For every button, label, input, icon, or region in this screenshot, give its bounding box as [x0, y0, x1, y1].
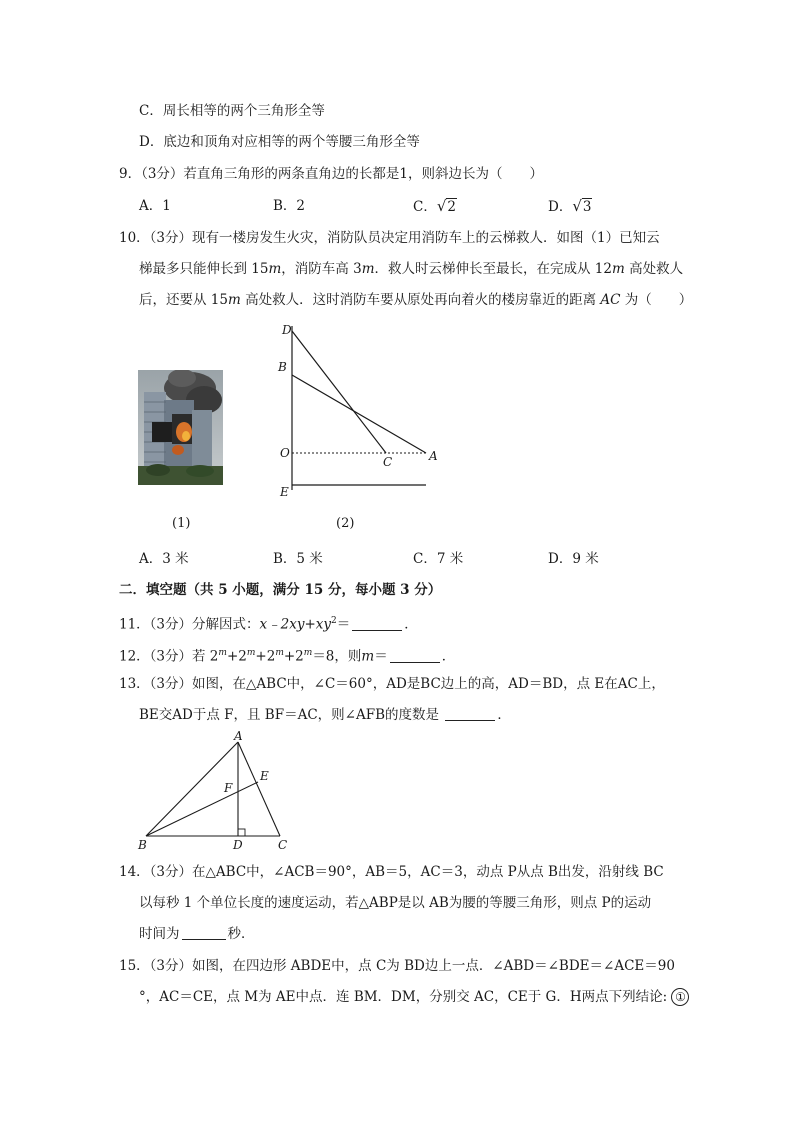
q13-line2	[139, 705, 511, 725]
q8-option-d: D．底边和顶角对应相等的两个等腰三角形全等	[139, 134, 420, 150]
q13-end: ．	[497, 707, 511, 723]
unit-m: m	[227, 292, 241, 308]
sqrt-symbol: √	[572, 197, 582, 215]
q11-answer-blank[interactable]	[352, 616, 402, 631]
q9-radicand-c: 2	[447, 199, 456, 215]
q11-text: 11．（3分）分解因式：	[119, 616, 260, 633]
q11-end: ．	[404, 616, 418, 633]
label-f: F	[224, 781, 233, 795]
q10-text: ．救人时云梯伸长至最长，在完成从 12	[374, 261, 612, 277]
label-a: A	[429, 449, 438, 463]
q12-equals: ＝	[374, 648, 388, 665]
q14-text: 时间为	[139, 926, 180, 942]
q15-line1: 15．（3分）如图，在四边形 ABDE中，点 C为 BD边上一点．∠ABD＝∠BDE＝∠ACE＝90	[119, 958, 675, 974]
q14-answer-blank[interactable]	[182, 925, 226, 940]
q12-exponent: m	[218, 648, 227, 658]
label-e: E	[280, 485, 289, 498]
label-d: D	[233, 838, 243, 852]
q12-answer-blank[interactable]	[390, 648, 440, 663]
q12-exponent: m	[275, 648, 284, 658]
unit-m: m	[611, 261, 625, 277]
label-d: D	[282, 323, 292, 337]
q13-line1: 13．（3分）如图，在△ABC中，∠C＝60°，AD是BC边上的高，AD＝BD，点 E在AC上，	[119, 676, 665, 692]
q13-answer-blank[interactable]	[445, 706, 495, 721]
label-b: B	[278, 360, 287, 374]
q12-plus: +2	[283, 648, 304, 665]
q10-ladder-diagram	[270, 318, 450, 498]
ladder-dc	[292, 331, 386, 453]
q14-line1: 14．（3分）在△ABC中，∠ACB＝90°，AB＝5，AC＝3，动点 P从点 B出发，沿射线 BC	[119, 864, 664, 880]
label-b: B	[138, 838, 147, 852]
q9-radicand-d: 3	[582, 199, 592, 215]
q10-text: 为（ ）	[620, 292, 693, 308]
q13-text: BE交AD于点 F，且 BF＝AC，则∠AFB的度数是	[139, 707, 444, 723]
caption-figure-2: (2)	[336, 516, 355, 531]
q10-text: 高处救人	[624, 261, 684, 277]
q9-option-c	[413, 196, 457, 217]
q9-option-a: A．1	[139, 198, 171, 214]
label-e: E	[260, 769, 269, 783]
q12-variable: m	[361, 648, 375, 665]
label-a: A	[234, 730, 243, 743]
q10-text: 梯最多只能伸长到 15	[139, 261, 269, 277]
q10-option-a: A．3 米	[139, 551, 189, 567]
q12	[119, 643, 455, 667]
caption-figure-1: (1)	[172, 516, 191, 531]
segment-ac: AC	[600, 292, 621, 308]
q11	[119, 611, 418, 635]
q15-line2	[139, 987, 689, 1007]
right-angle-mark	[238, 829, 245, 836]
q8-option-c: C．周长相等的两个三角形全等	[139, 103, 325, 119]
q12-end: ．	[441, 648, 456, 665]
burning-building-photo	[138, 370, 223, 485]
q11-equals: ＝	[336, 616, 351, 633]
q10-option-b: B．5 米	[273, 551, 323, 567]
ladder-ba	[292, 375, 426, 453]
segment-be	[146, 782, 258, 836]
q12-exponent: m	[246, 648, 256, 658]
unit-m: m	[361, 261, 375, 277]
label-c: C	[383, 455, 393, 469]
q9-stem: 9．（3分）若直角三角形的两条直角边的长都是1，则斜边长为（ ）	[119, 166, 544, 182]
section-2-heading: 二．填空题（共 5 小题，满分 15 分，每小题 3 分）	[119, 582, 442, 598]
q10-line1: 10．（3分）现有一楼房发生火灾，消防队员决定用消防车上的云梯救人．如图（1）已知云	[119, 230, 660, 246]
q14-line3	[139, 924, 255, 944]
q10-line3	[139, 290, 692, 310]
q10-text: ，消防车高 3	[281, 261, 362, 277]
q14-text: 秒．	[227, 926, 255, 942]
q9-option-c-label: C．	[413, 199, 437, 215]
label-c: C	[278, 838, 288, 852]
q13-triangle-diagram	[130, 730, 300, 854]
q9-option-b: B．2	[273, 198, 306, 214]
circled-number-1: ①	[671, 988, 689, 1006]
q12-text: ＝8，则	[312, 648, 362, 665]
q10-option-d: D．9 米	[548, 551, 599, 567]
q10-option-c: C．7 米	[413, 551, 464, 567]
label-o: O	[280, 446, 290, 460]
q12-plus: +2	[226, 648, 247, 665]
q9-option-d-label: D．	[548, 199, 573, 215]
q12-plus: +2	[255, 648, 276, 665]
q15-text: °，AC＝CE，点 M为 AE中点．连 BM．DM，分别交 AC，CE于 G．H两点下列结论:	[139, 989, 668, 1005]
q10-line2	[139, 259, 683, 279]
q9-option-d	[548, 196, 592, 217]
q10-text: 高处救人．这时消防车要从原处再向着火的楼房靠近的距离	[240, 292, 601, 308]
q14-line2: 以每秒 1 个单位长度的速度运动，若△ABP是以 AB为腰的等腰三角形，则点 P的运动	[139, 895, 652, 911]
q11-expression: x﹣2xy+xy	[259, 616, 332, 633]
sqrt-symbol: √	[436, 197, 447, 215]
q12-text: 12．（3分）若 2	[119, 648, 219, 665]
q10-text: 后，还要从 15	[139, 292, 228, 308]
q11-exponent: 2	[331, 616, 337, 626]
q12-exponent: m	[303, 648, 313, 658]
unit-m: m	[268, 261, 282, 277]
